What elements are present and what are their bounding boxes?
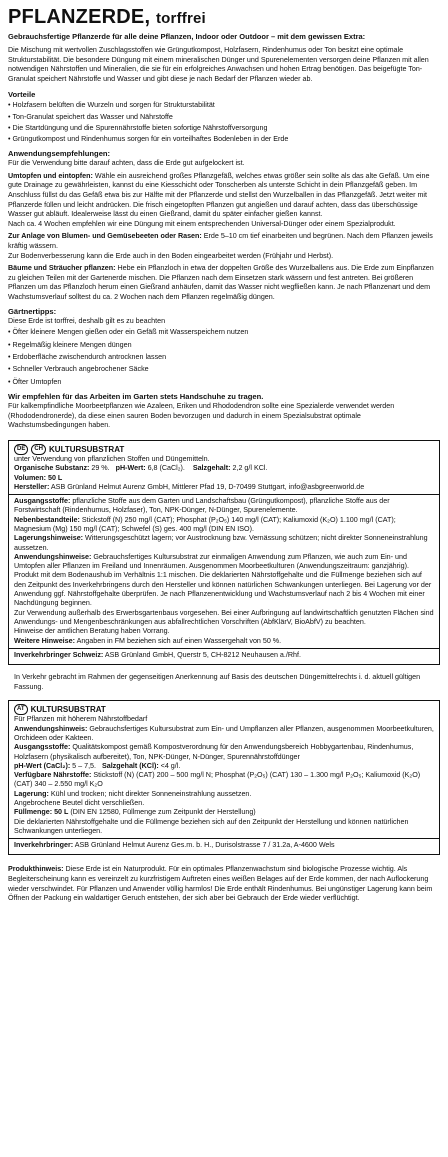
organisch-value: 29 %. bbox=[89, 464, 110, 473]
list-item: • Schneller Verbrauch angebrochener Säcke bbox=[8, 363, 440, 375]
document bbox=[8, 6, 440, 904]
box-header bbox=[14, 444, 434, 455]
beutel-row: Angebrochene Beutel dicht verschließen. bbox=[14, 799, 145, 807]
vorteile-list bbox=[8, 100, 440, 145]
handschuhe-text: Für kalkempfindliche Moorbeetpflanzen wie Azaleen, Eriken und Rhododendron sollte eine Spezialerde verwendet werden (Rhododendronerde), da diese einen sauren Boden bevorzugen und dadurch in einem Spezialsubstrat optimale Wachstumsbedingungen haben. bbox=[8, 402, 395, 430]
divider bbox=[9, 838, 439, 839]
inverkehr-label: Inverkehrbringer: bbox=[14, 841, 74, 850]
umtopfen-paragraph bbox=[8, 172, 440, 220]
intro-body: Die Mischung mit wertvollen Zuschlagsstoffen wie Grüngutkompost, Holzfasern, Rindenhumus oder Ton besitzt eine optimale Strukturstabilität. Die besondere Düngung mit einem mineralischen Dünger und Spurenelementen versorgen deine Pflanzen mit allen notwendigen Nährstoffen und Mineralien, die sie für ein erfolgreiches Anwachsen und hohen Ertrag benötigen. Das beigefügte Ton-Granulat speichert Nährstoffe und Wasser und gibt diese je nach Bedarf der Pflanzen wieder ab. bbox=[8, 46, 429, 83]
anwendung-heading: Anwendungsempfehlungen: bbox=[8, 149, 111, 159]
title-sub: torffrei bbox=[155, 10, 206, 27]
umtopfen-label: Umtopfen und eintopfen: bbox=[8, 171, 93, 180]
verwendung-row: Zur Verwendung außerhalb des Erwerbsgartenbaus vorgesehen. Bei einer Aufbringung auf landwirtschaftlich genutzten Flächen sind Anwendungs- und Mengenbeschränkungen aus abfallrechtlichen Vorschriften (AbfKlärV, BioAbfV) zu beachten. bbox=[14, 608, 434, 626]
baeume-text: Hebe ein Pflanzloch in etwa der doppelten Größe des Wurzelballens aus. Die Erde zum Einpflanzen zu gleichen Teilen mit der Gartenerde mischen. Die Pflanzen nach dem Einsetzen stark wässern und fest antreten. Bei größeren Pflanzen um das Pflanzloch herum einen Gießrand anhäufen, damit das Wasser nicht wegfließen kann. Je nach Pflanzenart und dem Wachstumsverlauf solltest du ca. 2 Wochen nach dem Pflanzen regelmäßig düngen. bbox=[8, 264, 434, 301]
lager-value: Witterungsgeschützt lagern; vor Austrocknung bzw. Vernässung schützen; nicht direkter Sonneneinstrahlung aussetzen. bbox=[14, 534, 428, 552]
product-title bbox=[8, 6, 440, 30]
beratung-row: Hinweise der amtlichen Beratung haben Vorrang. bbox=[14, 627, 170, 636]
salz-value: <4 g/l. bbox=[158, 761, 181, 770]
ph-value: 5 – 7,5. bbox=[70, 761, 97, 770]
neben-label: Nebenbestandteile: bbox=[14, 515, 80, 524]
box-sub: unter Verwendung von pflanzlichen Stoffen und Düngemitteln. bbox=[14, 454, 210, 463]
inverkehr-label: Inverkehrbringer Schweiz: bbox=[14, 650, 104, 659]
inverkehr-value: ASB Grünland Helmut Aurenz Ges.m. b. H., Durisolstrasse 7 / 31.2a, A-4600 Wels bbox=[73, 841, 335, 850]
salz-label: Salzgehalt: bbox=[192, 464, 231, 473]
naehr-row bbox=[14, 771, 434, 790]
ph-label: pH-Wert: bbox=[115, 464, 146, 473]
inverkehr-value: ASB Grünland GmbH, Querstr 5, CH-8212 Neuhausen a./Rhf. bbox=[103, 650, 301, 659]
lager-row bbox=[14, 790, 434, 799]
ph-label: pH-Wert (CaCl₂): bbox=[14, 761, 71, 770]
label-box-at bbox=[8, 700, 440, 855]
country-badge-ch: CH bbox=[31, 444, 46, 455]
baeume-label: Bäume und Sträucher pflanzen: bbox=[8, 264, 116, 273]
values-row bbox=[14, 464, 434, 473]
hinweis-value: Gebrauchsfertiges Kultursubstrat zum Ein- und Umpflanzen aller Pflanzen, ausgenommen Moorbeetkulturen, Orchideen oder Kakteen. bbox=[14, 724, 434, 742]
ausgang-row bbox=[14, 743, 434, 762]
hinweis-label: Anwendungshinweise: bbox=[14, 552, 92, 561]
beete-label: Zur Anlage von Blumen- und Gemüsebeeten oder Rasen: bbox=[8, 232, 202, 241]
ausgang-row bbox=[14, 497, 434, 516]
produkt-label: Produkthinweis: bbox=[8, 865, 64, 874]
salz-label: Salzgehalt (KCl): bbox=[101, 761, 159, 770]
divider bbox=[9, 494, 439, 495]
hinweis-label: Anwendungshinweis: bbox=[14, 724, 88, 733]
hersteller-label: Hersteller: bbox=[14, 482, 50, 491]
country-badge-de: DE bbox=[14, 444, 28, 455]
list-item: • Holzfasern belüften die Wurzeln und sorgen für Strukturstabilität bbox=[8, 100, 440, 111]
list-item: • Öfter kleinere Mengen gießen oder ein Gefäß mit Wasserspeichern nutzen bbox=[8, 326, 440, 338]
fuell-row bbox=[14, 808, 434, 817]
list-item: • Ton-Granulat speichert das Wasser und Nährstoffe bbox=[8, 112, 440, 123]
beete-paragraph bbox=[8, 232, 440, 251]
hersteller-value: ASB Grünland Helmut Aurenz GmbH, Mittlerer Pfad 19, D-70499 Stuttgart, info@asbgreenworld.de bbox=[49, 482, 365, 491]
box-heading: KULTURSUBSTRAT bbox=[30, 705, 106, 715]
box-header bbox=[14, 704, 434, 715]
tipps-line: Diese Erde ist torffrei, deshalb gilt es zu beachten bbox=[8, 316, 166, 325]
title-main: PFLANZERDE, bbox=[8, 6, 151, 28]
produkt-paragraph bbox=[8, 865, 440, 903]
naehr-value: Stickstoff (N) (CAT) 200 – 500 mg/l N; Phosphat (P₂O₅) (CAT) 130 – 1.300 mg/l P₂O₅; Kaliumoxid (K₂O) (CAT) 340 – 2.550 mg/l K₂O bbox=[14, 771, 421, 789]
label-box-de-ch bbox=[8, 440, 440, 665]
lager-label: Lagerungshinweise: bbox=[14, 534, 84, 543]
ausgang-value: pflanzliche Stoffe aus dem Garten und Landschaftsbau (Grüngutkompost), pflanzliche Stoffe aus der Forstwirtschaft (Rindenhumus, Holzfaser), Ton, NPK-Dünger, N-Dünger, Spurenelemente. bbox=[14, 497, 390, 515]
country-badge-at: AT bbox=[14, 704, 28, 715]
inverkehr-row bbox=[14, 841, 434, 850]
hinweis-value: Gebrauchsfertiges Kultursubstrat zur einmaligen Anwendung zum Pflanzen, wie auch zum Ein- und Umtopfen aller Pflanzen im Freiland und Innenräumen. Ausgenommen Moorbeetkulturen (Anwendungszeitraum: ganzjährig). Produkt mit dem Bodenaushub im Verhältnis 1:1 mischen. Die deklarierten Nährstoffgehalte und die Füllmenge beziehen sich auf den Zeitpunkt des Inverkehrbringens durch den Hersteller und können natürlichen Schwankungen unterliegen. Bei Lagerung vor der Anwendung ggf. Nährstoffgehalte überprüfen. Je nach Pflanzenentwicklung und Wachstumsverlauf nach 2 bis 4 Wochen mit einer Nachdüngung beginnen. bbox=[14, 552, 432, 608]
values-row bbox=[14, 762, 434, 771]
list-item: • Grüngutkompost und Rindenhumus sorgen für ein vorteilhaftes Bodenleben in der Erde bbox=[8, 134, 440, 145]
mutual-recognition-note: In Verkehr gebracht im Rahmen der gegenseitigen Anerkennung auf Basis des deutschen Düngemittelrechts i. d. aktuell gültigen Fassung. bbox=[14, 673, 421, 691]
dekl-row: Die deklarierten Nährstoffgehalte und die Füllmenge beziehen sich auf den Zeitpunkt der Herstellung und können natürlichen Schwankungen unterliegen. bbox=[14, 817, 409, 835]
lager-row bbox=[14, 534, 434, 553]
organisch-label: Organische Substanz: bbox=[14, 464, 90, 473]
ausgang-label: Ausgangsstoffe: bbox=[14, 497, 71, 506]
weitere-label: Weitere Hinweise: bbox=[14, 636, 75, 645]
weitere-row bbox=[14, 637, 434, 646]
anwendung-line: Für die Verwendung bitte darauf achten, dass die Erde gut aufgelockert ist. bbox=[8, 159, 245, 168]
naehr-label: Verfügbare Nährstoffe: bbox=[14, 771, 92, 780]
volumen: Volumen: 50 L bbox=[14, 473, 63, 482]
divider bbox=[9, 648, 439, 649]
box-heading: KULTURSUBSTRAT bbox=[49, 444, 125, 454]
hinweis-row bbox=[14, 725, 434, 744]
weitere-value: Angaben in FM beziehen sich auf einen Wassergehalt von 50 %. bbox=[74, 636, 282, 645]
fuell-label: Füllmenge: 50 L bbox=[14, 808, 69, 817]
vorteile-heading: Vorteile bbox=[8, 90, 36, 100]
handschuhe-heading: Wir empfehlen für das Arbeiten im Garten stets Handschuhe zu tragen. bbox=[8, 392, 264, 402]
ausgang-value: Qualitätskompost gemäß Kompostverordnung für den Anwendungsbereich Hobbygartenbau, Rindenhumus, Holzfasern (physikalisch aufbereitet), Ton, NPK-Dünger, N-Dünger, Spurennährstoffdünger bbox=[14, 743, 414, 761]
hersteller-row bbox=[14, 483, 434, 492]
list-item: • Regelmäßig kleinere Mengen düngen bbox=[8, 339, 440, 351]
salz-value: 2,2 g/l KCl. bbox=[230, 464, 268, 473]
hinweis-row bbox=[14, 553, 434, 609]
ph-value: 6,8 (CaCl₂). bbox=[145, 464, 185, 473]
list-item: • Öfter Umtopfen bbox=[8, 376, 440, 388]
intro-lead: Gebrauchsfertige Pflanzerde für alle deine Pflanzen, Indoor oder Outdoor – mit dem gewissen Extra: bbox=[8, 32, 366, 41]
fuell-value: (DIN EN 12580, Füllmenge zum Zeitpunkt der Herstellung) bbox=[68, 808, 256, 817]
lager-value: Kühl und trocken; nicht direkter Sonneneinstrahlung aussetzen. bbox=[48, 789, 252, 798]
list-item: • Die Startdüngung und die Spurennährstoffe bieten sofortige Nährstoffversorgung bbox=[8, 123, 440, 134]
beete-text: Erde 5–10 cm tief einarbeiten und begrünen. Nach dem Pflanzen jeweils kräftig wässern. bbox=[8, 232, 433, 250]
ausgang-label: Ausgangsstoffe: bbox=[14, 743, 71, 752]
neben-value: Stickstoff (N) 250 mg/l (CAT); Phosphat (P₂O₅) 140 mg/l (CAT); Kaliumoxid (K₂O) 1.100 mg/l (CAT); Magnesium (Mg) 150 mg/l (CAT); Schwefel (S) ges. 400 mg/l (DIN EN ISO). bbox=[14, 515, 396, 533]
inverkehr-row bbox=[14, 651, 434, 660]
duengung-paragraph: Nach ca. 4 Wochen empfehlen wir eine Düngung mit einem entsprechenden Universal-Dünger oder einem Spezialprodukt. bbox=[8, 219, 396, 228]
lager-label: Lagerung: bbox=[14, 789, 49, 798]
baeume-paragraph bbox=[8, 264, 440, 302]
produkt-text: Diese Erde ist ein Naturprodukt. Für ein optimales Pflanzenwachstum sind biologische Prozesse wichtig. Als Begleiterscheinung kann es vereinzelt zu kurzfristigem Auftreten eines weißen Belages auf der Erde kommen, der nach Auflockerung wieder verschwindet. Für Pflanzen und Anwender völlig harmlos! Die Erde enthält Rindenhumus. Bei ungünstiger Lagerung kann beim Öffnen der Packung ein waldartiger Geruch entstehen, der sich aber bei Gebrauch der Erde wieder verflüchtigt. bbox=[8, 865, 433, 903]
tipps-list bbox=[8, 326, 440, 388]
boden-paragraph: Zur Bodenverbesserung kann die Erde auch in den Boden eingearbeitet werden (Frühjahr und Herbst). bbox=[8, 251, 334, 260]
neben-row bbox=[14, 516, 434, 535]
list-item: • Erdoberfläche zwischendurch antrocknen lassen bbox=[8, 351, 440, 363]
tipps-heading: Gärtnertipps: bbox=[8, 306, 57, 316]
box-sub: Für Pflanzen mit höherem Nährstoffbedarf bbox=[14, 715, 148, 724]
umtopfen-text: Wähle ein ausreichend großes Pflanzgefäß, welches etwas größer sein sollte als das alte Gefäß. Um eine gute Drainage zu gewährleisten, kannst du eine Kiesschicht oder Tonscherben als unterste Schicht in dein Pflanzgefäß geben. Im Anschluss füllst du das Gefäß etwa bis zur Hälfte mit der Pflanzerde und stellst den Wurzelballen in das Pflanzgefäß. Jetzt weiter mit Pflanzerde füllen und leicht andrücken. Die frisch eingetopften Pflanzen gut angießen und darauf achten, dass das überschüssige Wasser gut abläuft. Idealerweise lässt du einen Gießrand, damit du später einfacher gießen kannst. bbox=[8, 171, 430, 219]
